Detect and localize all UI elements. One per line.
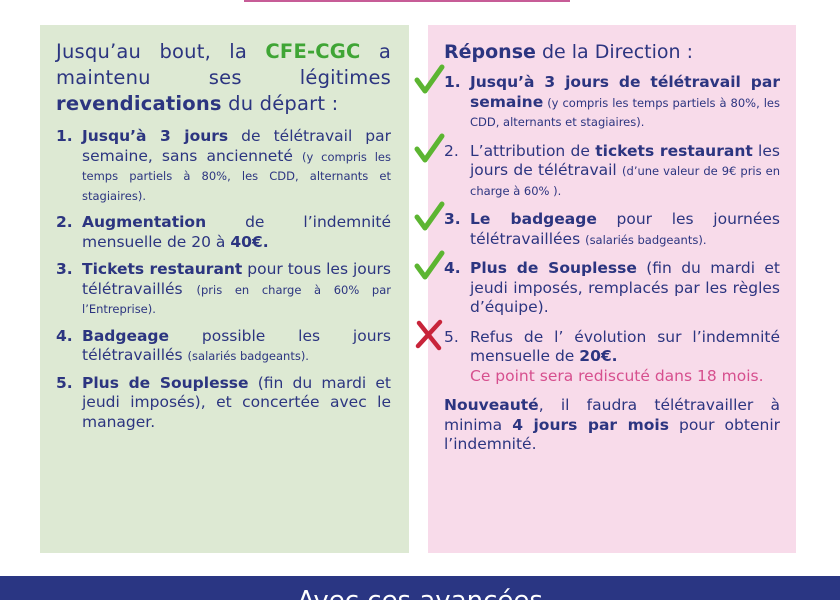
item-followup-note: Ce point sera rediscuté dans 18 mois. [470,366,764,385]
item-bold: Badgeage [82,326,170,345]
item-detail: (d’une valeur de 9€ pris en charge à 60% ). [470,164,780,198]
item-number: 1. [56,127,73,145]
heading-text: de la Direction : [535,41,693,63]
item-bold: Tickets restaurant [82,260,243,278]
item-number: 3. [56,260,73,278]
item-bold: 20€. [579,347,618,365]
demand-item [56,327,391,366]
intro-text: a maintenu ses légitimes [56,40,391,89]
response-list [444,73,780,386]
check-icon [414,134,444,164]
item-detail: (salariés badgeants). [187,349,309,363]
intro-bold: revendications [56,92,222,115]
item-text: de l’indemnité mensuelle de 20 à [82,213,391,251]
demand-item [56,213,391,252]
check-icon [414,65,444,95]
response-item [444,73,780,132]
item-text: L’attribution de [470,141,596,160]
demand-item [56,374,391,433]
item-number: 5. [56,373,73,392]
item-text: Refus de l’ évolution sur l’indemnité mensuelle de [470,327,780,365]
check-icon [414,202,444,232]
item-bold: tickets restaurant [595,141,753,160]
response-item [444,259,780,318]
bottom-banner [0,576,840,616]
item-number: 3. [444,210,461,228]
direction-response-panel [428,25,796,553]
note-bold: 4 jours par mois [512,415,669,434]
response-item [444,328,780,387]
item-number: 5. [444,327,459,346]
item-number: 2. [56,213,73,231]
intro-text: du départ : [221,92,339,115]
item-detail: (y compris les temps partiels à 80%, les CDD, alternants et stagiaires). [470,95,780,129]
item-bold: Jusqu’à 3 jours de télétravail par semaine [470,73,780,111]
item-text: les jours de télétravail [470,141,780,179]
cross-icon [414,320,444,350]
item-bold: Jusqu’à 3 jours [82,127,229,145]
note-text: pour obtenir l’indemnité. [444,415,780,453]
item-detail: (salariés badgeants). [585,232,707,247]
item-number: 2. [444,141,459,160]
note-text: , il faudra télétravailler à minima [444,396,780,434]
item-text: (fin du mardi et jeudi imposés), et concertée avec le manager. [82,373,391,431]
response-item [444,142,780,201]
response-heading [444,39,780,65]
item-bold: Le badgeage [470,210,597,228]
novelty-note [444,396,780,455]
union-intro [56,39,391,117]
demand-item [56,260,391,319]
item-number: 1. [444,73,461,91]
item-bold: Augmentation [82,213,207,231]
top-accent-bar [244,0,570,2]
response-item [444,210,780,249]
banner-text: Avec ces avancées [297,586,543,616]
check-icon [414,251,444,281]
intro-text: Jusqu’au bout, la [56,40,266,63]
item-detail: (pris en charge à 60% par l’Entreprise). [82,282,391,316]
item-bold: Plus de Souplesse [470,259,637,277]
union-demands-panel [40,25,409,553]
item-text: de télétravail par semaine, sans ancienneté [82,127,392,165]
demand-item [56,127,391,205]
union-name: CFE-CGC [265,40,361,63]
item-detail: (y compris les temps partiels à 80%, les CDD, alternants et stagiaires). [82,149,391,203]
item-number: 4. [56,326,73,345]
item-number: 4. [444,259,461,277]
item-text: pour tous les jours télétravaillés [82,260,392,298]
item-text: (fin du mardi et jeudi imposés, remplacés par les règles d’équipe). [470,259,780,316]
item-text: pour les journées télétravaillées [470,210,780,248]
note-bold: Nouveauté [444,396,539,414]
item-bold: Plus de Souplesse [82,373,249,392]
demands-list [56,127,391,432]
heading-bold: Réponse [444,41,536,63]
item-text: possible les jours télétravaillés [82,326,391,364]
item-bold: 40€. [230,232,269,251]
